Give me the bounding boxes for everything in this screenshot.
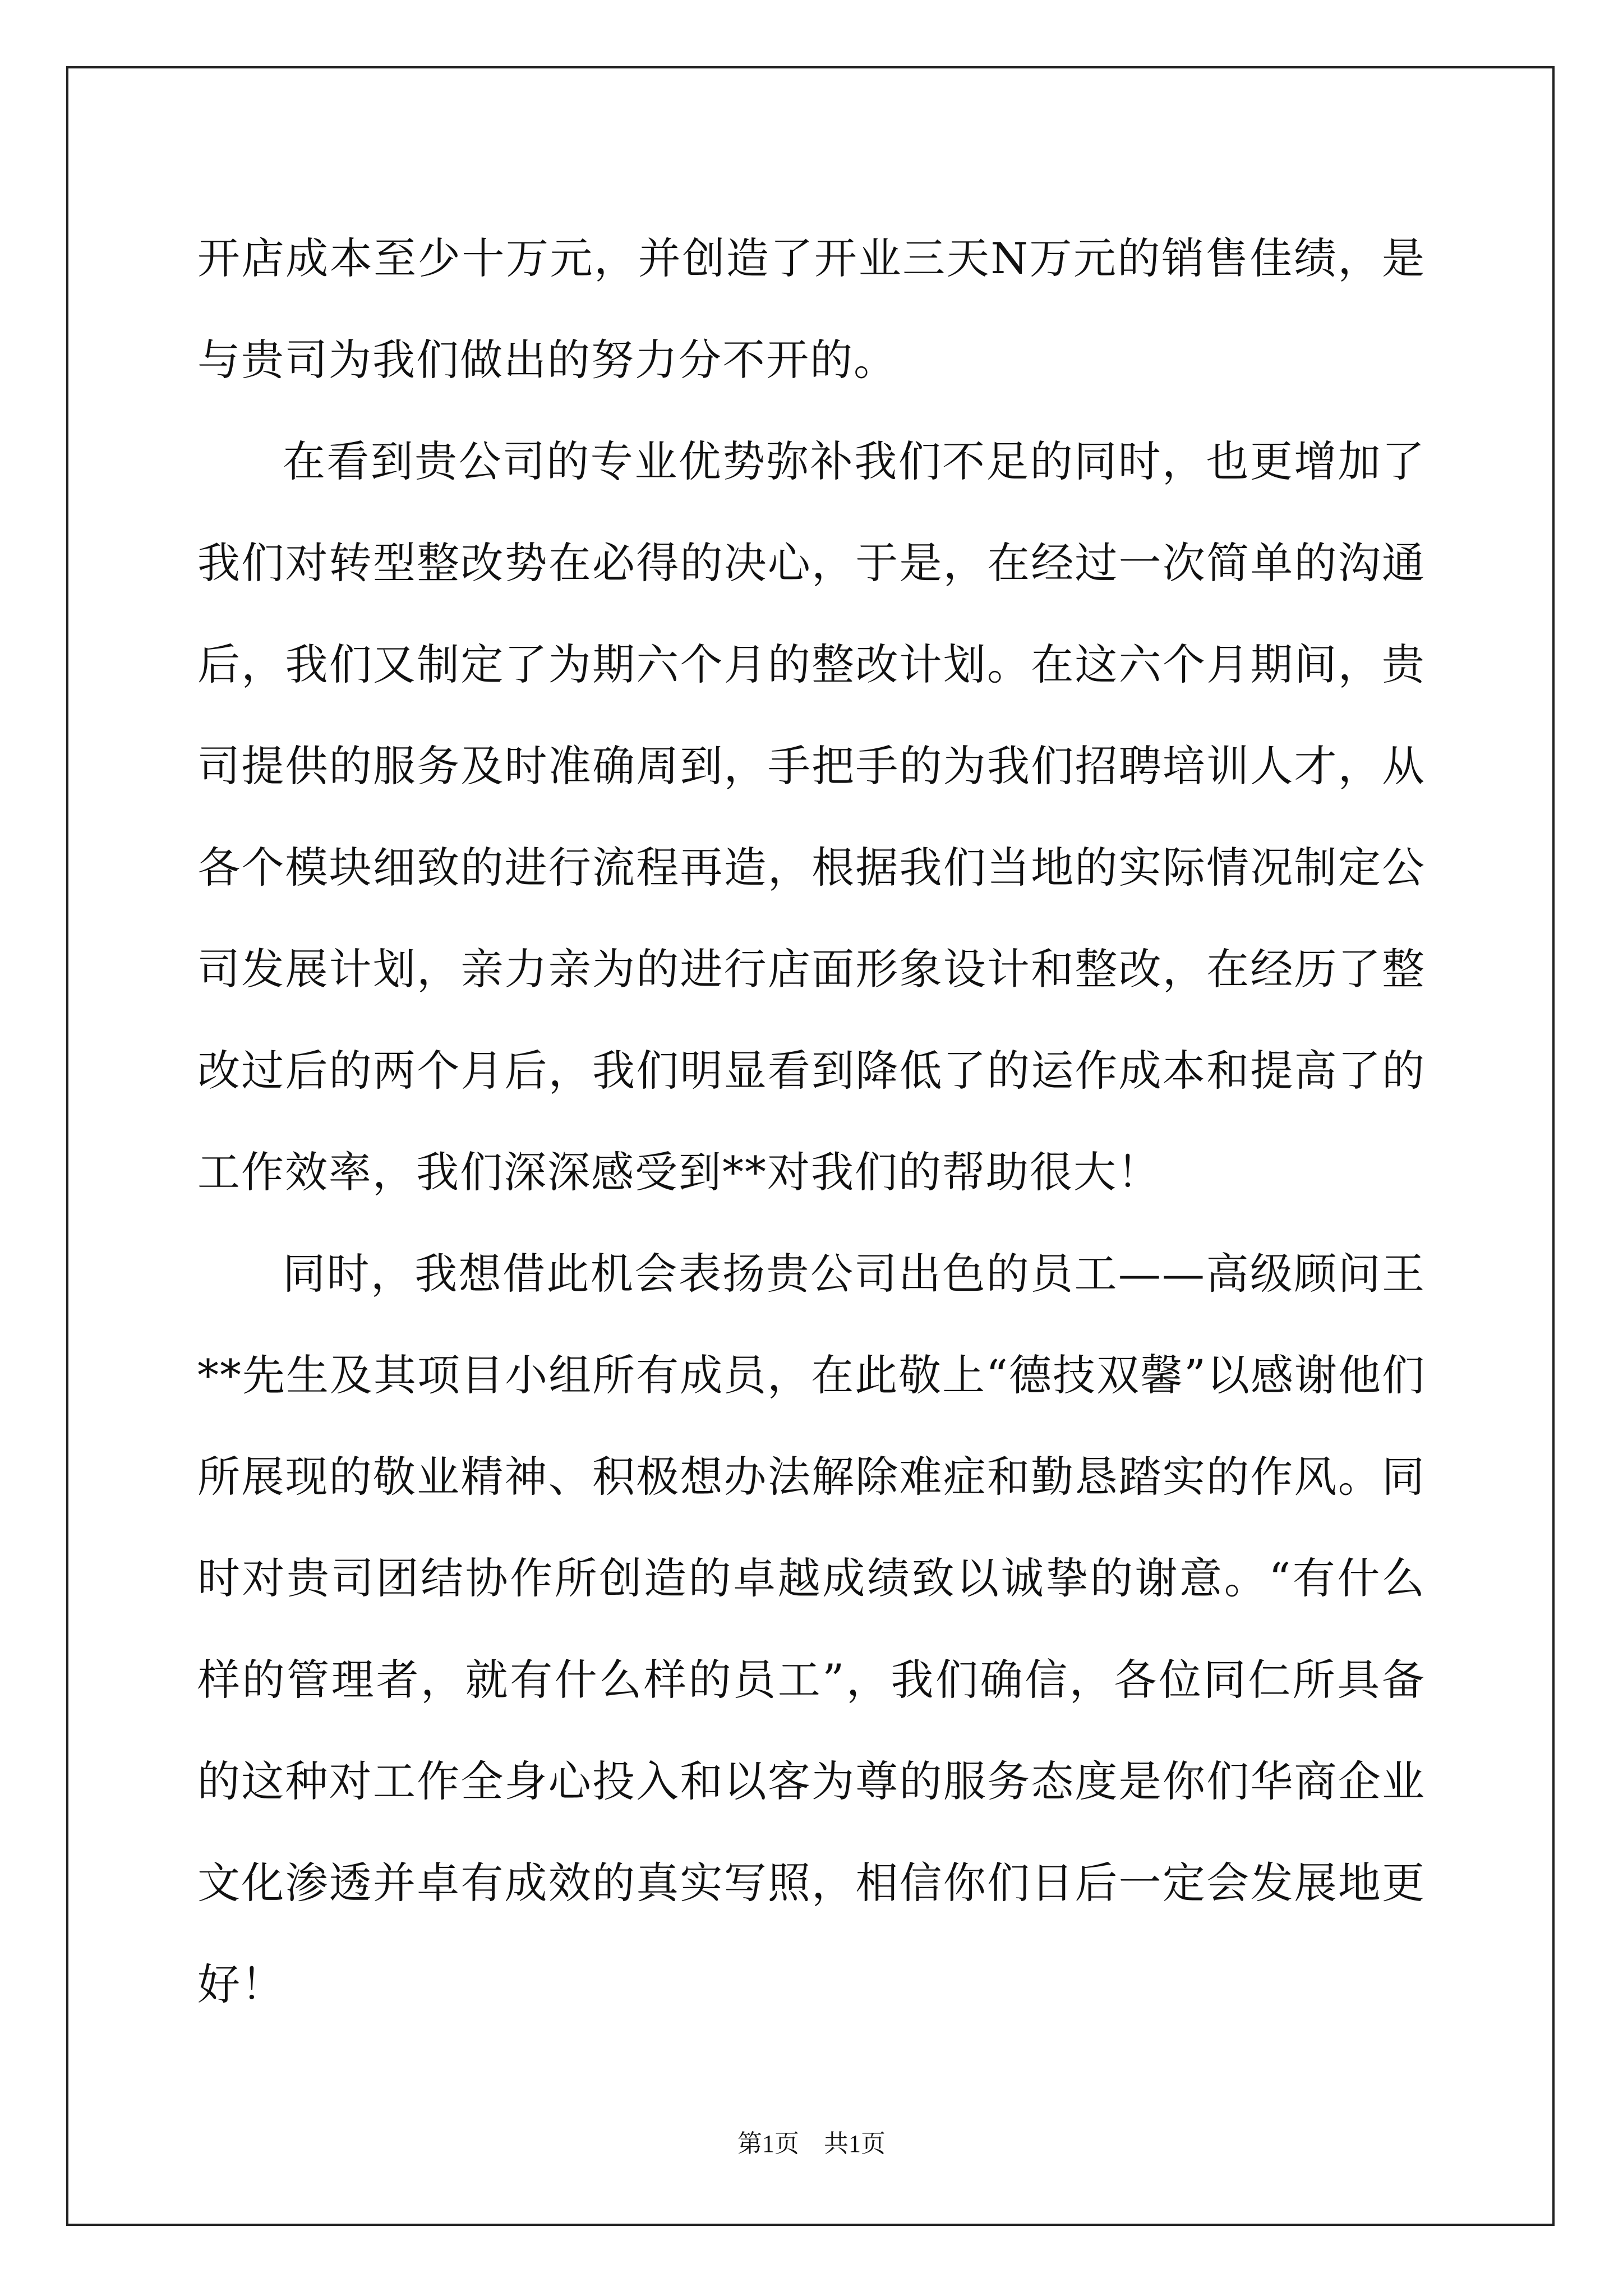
paragraph-3: 同时，我想借此机会表扬贵公司出色的员工——高级顾问王**先生及其项目小组所有成员，在此敬上“德技双馨”以感谢他们所展现的敬业精神、积极想办法解除难症和勤恳踏实的作风。同时对贵司团结协作所创造的卓越成绩致以诚挚的谢意。“有什么样的管理者，就有什么样的员工”，我们确信，各位同仁所具备的这种对工作全身心投入和以客为尊的服务态度是你们华商企业文化渗透并卓有成效的真实写照，相信你们日后一定会发展地更好！ (197, 1249, 1426, 2009)
paragraph-1: 开店成本至少十万元，并创造了开业三天N万元的销售佳绩，是与贵司为我们做出的努力分不开的。 (197, 233, 1426, 385)
page-number-footer: 第1页 共1页 (737, 2130, 886, 2157)
document-body (197, 208, 1426, 2035)
paragraph-2: 在看到贵公司的专业优势弥补我们不足的同时，也更增加了我们对转型整改势在必得的决心，于是，在经过一次简单的沟通后，我们又制定了为期六个月的整改计划。在这六个月期间，贵司提供的服务及时准确周到，手把手的为我们招聘培训人才，从各个模块细致的进行流程再造，根据我们当地的实际情况制定公司发展计划，亲力亲为的进行店面形象设计和整改，在经历了整改过后的两个月后，我们明显看到降低了的运作成本和提高了的工作效率，我们深深感受到**对我们的帮助很大！ (197, 436, 1426, 1197)
